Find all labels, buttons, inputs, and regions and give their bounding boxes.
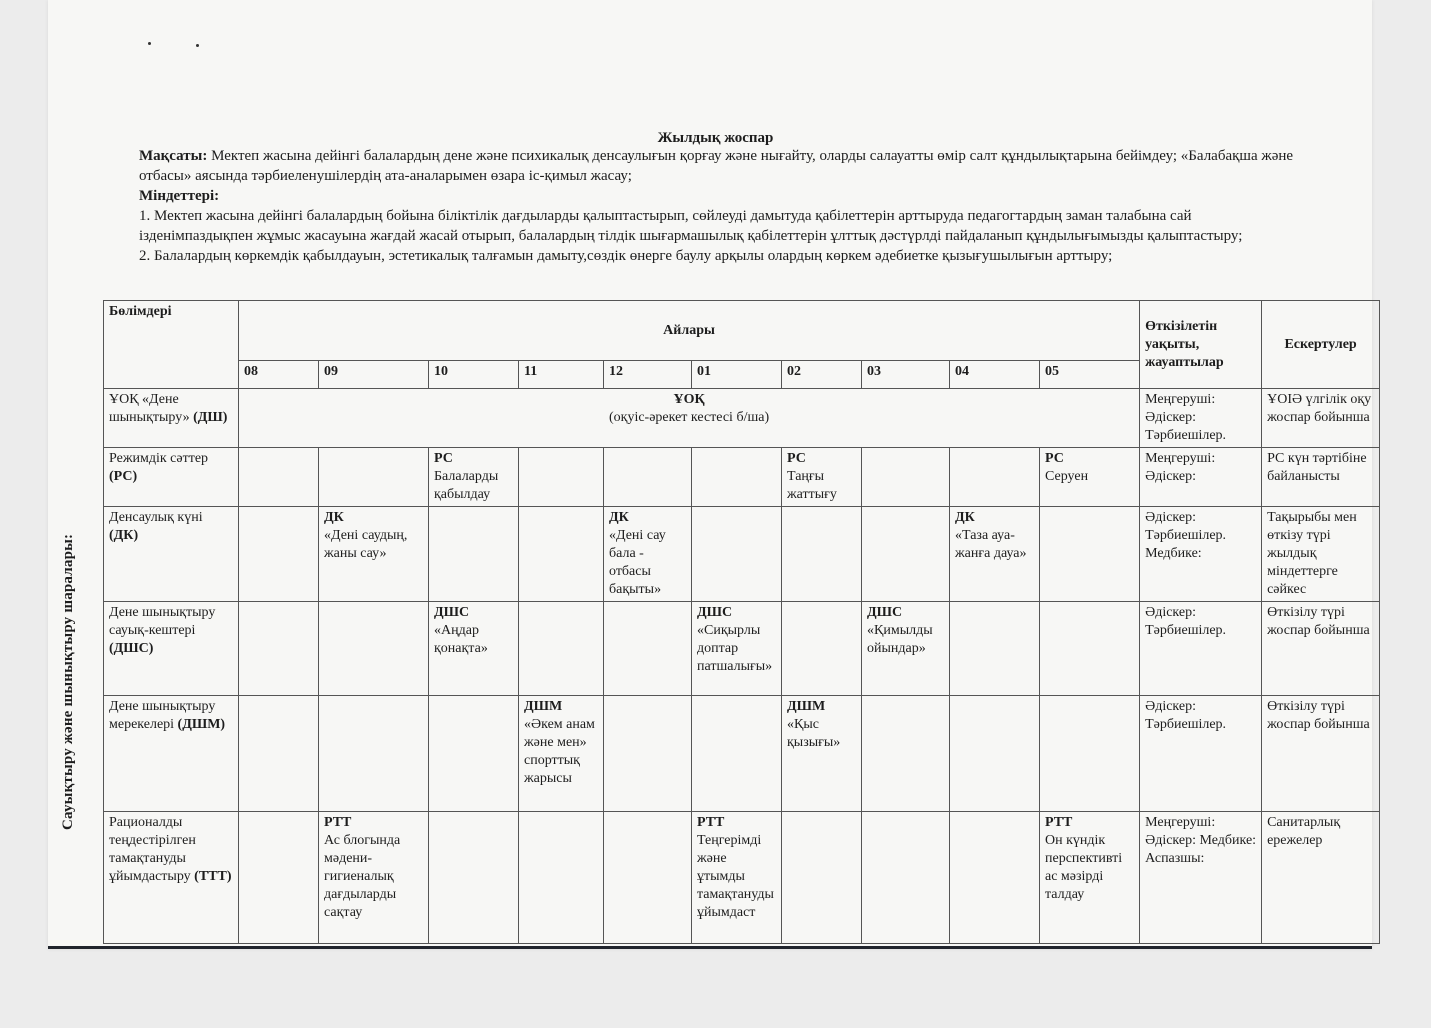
annual-plan-table	[103, 300, 1380, 944]
section-name: Денсаулық күні	[109, 510, 203, 525]
activity-code: ДК	[955, 510, 975, 525]
activity-text: «Сиқырлы доптар патшалығы»	[697, 623, 773, 674]
activity-code: ДК	[324, 510, 344, 525]
empty-cell	[604, 812, 692, 944]
responsible-cell: Меңгеруші: Әдіскер:	[1140, 448, 1262, 507]
activity-code: РС	[787, 451, 806, 466]
empty-cell	[519, 812, 604, 944]
activity-code: ДК	[609, 510, 629, 525]
task-2: 2. Балалардың көркемдік қабылдауын, эстетикалық талғамын дамыту,сөздік өнерге баулу арқылы олардың көркем әдебиетке қызығушылығын арттыру;	[139, 248, 1113, 264]
section-code: (РС)	[109, 469, 138, 484]
section-cell	[104, 602, 239, 696]
activity-text: Ас блогында мәдени-гигиеналық дағдыларды сақтау	[324, 833, 401, 920]
empty-cell	[519, 448, 604, 507]
activity-code: РС	[1045, 451, 1064, 466]
activity-text: «Әкем анам және мен» спорттық жарысы	[524, 717, 595, 786]
empty-cell	[782, 602, 862, 696]
section-cell	[104, 696, 239, 812]
activity-cell	[429, 602, 519, 696]
activity-cell	[319, 507, 429, 602]
activity-text: Серуен	[1045, 469, 1089, 484]
section-cell	[104, 389, 239, 448]
plan-row	[104, 389, 1380, 448]
activity-text: Таңғы жаттығу	[787, 469, 837, 502]
empty-cell	[782, 507, 862, 602]
activity-code: ДШС	[434, 605, 470, 620]
section-code: (ТТТ)	[194, 869, 232, 884]
merged-activity-title: ҰОҚ	[673, 392, 705, 407]
empty-cell	[862, 507, 950, 602]
responsible-cell: Меңгеруші: Әдіскер: Тәрбиешілер.	[1140, 389, 1262, 448]
header-row	[104, 301, 1380, 361]
activity-text: Балаларды қабылдау	[434, 469, 499, 502]
month-cell: 03	[862, 361, 950, 389]
notes-cell: Өткізілу түрі жоспар бойынша	[1262, 602, 1380, 696]
empty-cell	[692, 696, 782, 812]
month-cell: 08	[239, 361, 319, 389]
activity-text: «Аңдар қонақта»	[434, 623, 488, 656]
notes-cell: РС күн тәртібіне байланысты	[1262, 448, 1380, 507]
task-1: 1. Мектеп жасына дейінгі балалардың бойына біліктілік дағдыларды қалыптастырып, сөйлеуді дамытуда қабілеттерін арттыруда педагогтардың заман талабына сай ізденімпаздықпен жұмыс жасауына жағдай жасай отырып, балалардың тілдік шығармашылық қабілеттерін ұлттық дәстүрлді пайдаланып құндылығымызды қалыптастыру;	[139, 208, 1243, 244]
activity-cell	[319, 812, 429, 944]
section-name: Дене шынықтыру мерекелері	[109, 699, 216, 732]
activity-cell	[604, 507, 692, 602]
notes-cell: ҰОІӘ үлгілік оқу жоспар бойынша	[1262, 389, 1380, 448]
header-months: Айлары	[239, 301, 1140, 361]
empty-cell	[319, 696, 429, 812]
empty-cell	[239, 507, 319, 602]
section-code: (ДШМ)	[177, 717, 226, 732]
goal-paragraph	[139, 146, 1299, 186]
empty-cell	[950, 448, 1040, 507]
empty-cell	[604, 602, 692, 696]
empty-cell	[1040, 507, 1140, 602]
activity-code: РТТ	[697, 815, 725, 830]
responsible-cell: Әдіскер: Тәрбиешілер.	[1140, 696, 1262, 812]
activity-text: «Дені саудың, жаны сау»	[324, 528, 408, 561]
month-cell: 12	[604, 361, 692, 389]
empty-cell	[950, 812, 1040, 944]
empty-cell	[782, 812, 862, 944]
plan-row	[104, 448, 1380, 507]
header-time: Өткізілетін уақыты, жауаптылар	[1140, 301, 1262, 389]
empty-cell	[692, 507, 782, 602]
empty-cell	[862, 696, 950, 812]
goal-label: Мақсаты:	[139, 148, 208, 164]
activity-text: Теңгерімді және ұтымды тамақтануды ұйымдаст	[697, 833, 774, 920]
header-sections: Бөлімдері	[104, 301, 239, 389]
empty-cell	[862, 812, 950, 944]
month-cell: 01	[692, 361, 782, 389]
responsible-cell: Меңгеруші: Әдіскер: Медбике: Аспазшы:	[1140, 812, 1262, 944]
activity-text: «Қимылды ойындар»	[867, 623, 933, 656]
activity-cell	[1040, 812, 1140, 944]
activity-text: «Таза ауа- жанға дауа»	[955, 528, 1027, 561]
section-name: Дене шынықтыру сауық-кештері	[109, 605, 216, 638]
activity-code: РС	[434, 451, 453, 466]
month-cell: 02	[782, 361, 862, 389]
notes-cell: Санитарлық ережелер	[1262, 812, 1380, 944]
empty-cell	[862, 448, 950, 507]
empty-cell	[1040, 602, 1140, 696]
activity-code: ДШС	[867, 605, 903, 620]
empty-cell	[239, 602, 319, 696]
activity-text: «Қыс қызығы»	[787, 717, 841, 750]
responsible-cell: Әдіскер: Тәрбиешілер.	[1140, 602, 1262, 696]
goal-text: Мектеп жасына дейінгі балалардың дене және психикалық денсаулығын қорғау және нығайту, оларды салауатты өмір салт құндылықтарына бейімдеу; «Балабақша және отбасы» аясында тәрбиеленушілердің ата-аналарымен өзара іс-қимыл жасау;	[139, 148, 1294, 184]
activity-cell	[1040, 448, 1140, 507]
activity-cell	[692, 602, 782, 696]
section-name: Рационалды теңдестірілген тамақтануды ұйымдастыру	[109, 815, 196, 884]
section-code: (ДК)	[109, 528, 139, 543]
side-vertical-label: Сауықтыру және шынықтыру шаралары:	[60, 533, 76, 830]
plan-row	[104, 812, 1380, 944]
empty-cell	[429, 812, 519, 944]
section-cell	[104, 507, 239, 602]
empty-cell	[239, 812, 319, 944]
activity-code: ДШМ	[524, 699, 563, 714]
plan-row	[104, 696, 1380, 812]
activity-text: Он күндік перспективті ас мәзірді талдау	[1045, 833, 1123, 902]
empty-cell	[239, 448, 319, 507]
activity-cell	[862, 602, 950, 696]
month-cell: 10	[429, 361, 519, 389]
empty-cell	[319, 448, 429, 507]
activity-cell	[950, 507, 1040, 602]
section-code: (ДШ)	[193, 410, 228, 425]
activity-code: РТТ	[324, 815, 352, 830]
scan-speck	[196, 44, 199, 47]
tasks-label: Міндеттері:	[139, 188, 220, 204]
plan-row	[104, 507, 1380, 602]
merged-activity-cell	[239, 389, 1140, 448]
activity-cell	[782, 448, 862, 507]
activity-code: ДШМ	[787, 699, 826, 714]
month-cell: 04	[950, 361, 1040, 389]
responsible-cell: Әдіскер: Тәрбиешілер. Медбике:	[1140, 507, 1262, 602]
empty-cell	[239, 696, 319, 812]
month-cell: 05	[1040, 361, 1140, 389]
section-name: Режимдік сәттер	[109, 451, 209, 466]
activity-cell	[519, 696, 604, 812]
plan-row	[104, 602, 1380, 696]
activity-code: РТТ	[1045, 815, 1073, 830]
activity-text: «Дені сау бала - отбасы бақыты»	[609, 528, 666, 597]
empty-cell	[950, 602, 1040, 696]
section-name: ҰОҚ «Дене шынықтыру»	[109, 392, 194, 425]
tasks-heading	[139, 186, 1299, 206]
empty-cell	[429, 507, 519, 602]
activity-code: ДШС	[697, 605, 733, 620]
activity-cell	[429, 448, 519, 507]
header-notes: Ескертулер	[1262, 301, 1380, 389]
empty-cell	[692, 448, 782, 507]
section-cell	[104, 812, 239, 944]
month-cell: 11	[519, 361, 604, 389]
empty-cell	[1040, 696, 1140, 812]
empty-cell	[950, 696, 1040, 812]
section-cell	[104, 448, 239, 507]
notes-cell: Өткізілу түрі жоспар бойынша	[1262, 696, 1380, 812]
empty-cell	[519, 602, 604, 696]
document-title: Жылдық жоспар	[657, 130, 774, 146]
empty-cell	[604, 696, 692, 812]
notes-cell: Тақырыбы мен өткізу түрі жылдық міндеттерге сәйкес	[1262, 507, 1380, 602]
empty-cell	[319, 602, 429, 696]
empty-cell	[604, 448, 692, 507]
empty-cell	[429, 696, 519, 812]
month-cell: 09	[319, 361, 429, 389]
scan-speck	[148, 42, 151, 45]
empty-cell	[519, 507, 604, 602]
merged-activity-subtitle: (оқуіс-әрекет кестесі б/ша)	[608, 410, 770, 425]
activity-cell	[782, 696, 862, 812]
intro-block	[139, 146, 1299, 266]
section-code: (ДШС)	[109, 641, 154, 656]
activity-cell	[692, 812, 782, 944]
